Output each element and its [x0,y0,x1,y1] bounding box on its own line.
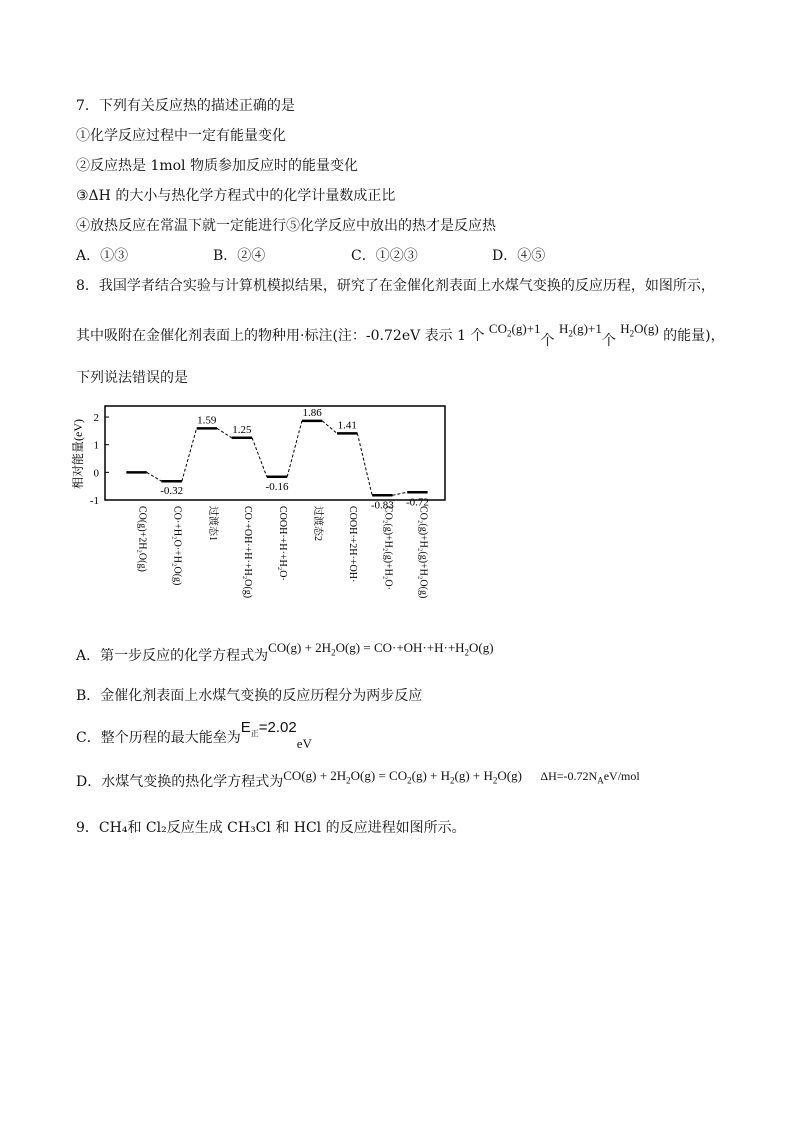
state-label: CO(g)+2H₂O(g) [136,506,148,572]
energy-value-label: -0.83 [370,499,394,512]
energy-value-label: -0.32 [160,485,184,498]
connector-line [322,421,337,433]
q8-option-d-text: D．水煤气变换的热化学方程式为 [76,774,284,790]
q8-stem-line1: 8．我国学者结合实验与计算机模拟结果，研究了在金催化剂表面上水煤气变换的反应历程，如图所示， [76,278,715,294]
connector-line [147,472,162,481]
q8-option-b: B．金催化剂表面上水煤气变换的反应历程分为两步反应 [76,688,423,704]
q8-stem-line2-text: 其中吸附在金催化剂表面上的物种用·标注(注：-0.72eV 表示 1 个 [76,328,485,344]
q7-statement-2: ②反应热是 1mol 物质参加反应时的能量变化 [76,158,358,174]
q7-option-b: B．②④ [213,248,266,264]
energy-value-label: -0.16 [265,480,289,493]
state-label: COOH·+H·+H₂O· [277,506,288,581]
state-label: 过渡态2 [312,506,324,541]
y-tick-label: 1 [93,439,99,452]
connector-line [182,428,197,481]
q8-option-d: D．水煤气变换的热化学方程式为$CO(g) + 2H_2O(g) = CO_2(g) + H_2(g) + H_2O(g)$ $\Delta H=-0.72N_AeV$/mol [76,768,640,790]
state-label: CO·+H₂O·+H₂O(g) [171,506,183,586]
state-label: CO₂(g)+H₂(g)+H₂O· [382,506,394,590]
state-label: COOH·+2H·+OH· [347,506,359,583]
equation-a: $CO(g) + 2H_2O(g) = CO\cdot+OH\cdot+H\cdot+H_2O(g)$ [268,640,494,658]
state-label: CO·+OH·+H·+H₂O(g) [241,506,253,599]
energy-value-label: 1.25 [232,423,252,436]
q8-stem-line3: 下列说法错误的是 [76,370,188,386]
q7-option-d: D．④⑤ [492,248,546,264]
connector-line [217,428,232,437]
y-axis-label: 相对能量(eV) [71,419,85,489]
q8-option-c [76,719,312,754]
q8-option-a-text: A．第一步反应的化学方程式为 [76,648,269,664]
q9-stem: 9．CH₄和 Cl₂反应生成 CH₃Cl 和 HCl 的反应进程如图所示。 [76,820,466,836]
q8-stem-line2-tail: 的能量)， [663,328,725,344]
q7-statement-1: ①化学反应过程中一定有能量变化 [76,128,286,144]
note-formula: $CO_2(g)+1$ [488,321,541,339]
y-tick-label: 0 [93,467,99,480]
q8-option-a [76,640,494,671]
energy-value-label: -0.72 [405,496,429,509]
q8-stem-line2: 其中吸附在金催化剂表面上的物种用·标注(注：-0.72eV 表示 1 个 $CO_2(g)+1$个 $H_2(g)+1$个 $H_2O(g)$ 的能量)， [76,321,725,349]
y-tick-label: 2 [93,412,99,425]
energy-barrier-expression: $E_正=2.02$ [240,719,297,738]
y-tick-label: -1 [89,495,99,507]
q8-option-c-unit: eV [296,736,312,751]
connector-line [252,438,267,477]
energy-value-label: 1.86 [302,406,322,419]
energy-value-label: 1.59 [197,414,217,427]
q7-stem: 7．下列有关反应热的描述正确的是 [76,98,295,114]
state-label: 过渡态1 [206,506,218,541]
q7-statement-3: ③ΔH 的大小与热化学方程式中的化学计量数成正比 [76,188,396,204]
q7-option-a: A．①③ [76,248,129,264]
q8-option-c-text: C．整个历程的最大能垒为 [76,730,241,746]
connector-line [393,492,408,495]
enthalpy-value: ΔH=-0.72N [540,769,598,783]
q7-statement-4: ④放热反应在常温下就一定能进行⑤化学反应中放出的热才是反应热 [76,218,496,234]
energy-value-label: 1.41 [337,419,357,432]
equation-d: $CO(g) + 2H_2O(g) = CO_2(g) + H_2(g) + H_2O(g)$ [283,768,522,786]
q7-option-c: C．①②③ [351,248,418,264]
connector-line [357,433,372,495]
energy-profile-chart [60,396,460,636]
connector-line [287,421,302,477]
state-label: CO₂(g)+H₂(g)+H₂O(g) [417,506,429,599]
